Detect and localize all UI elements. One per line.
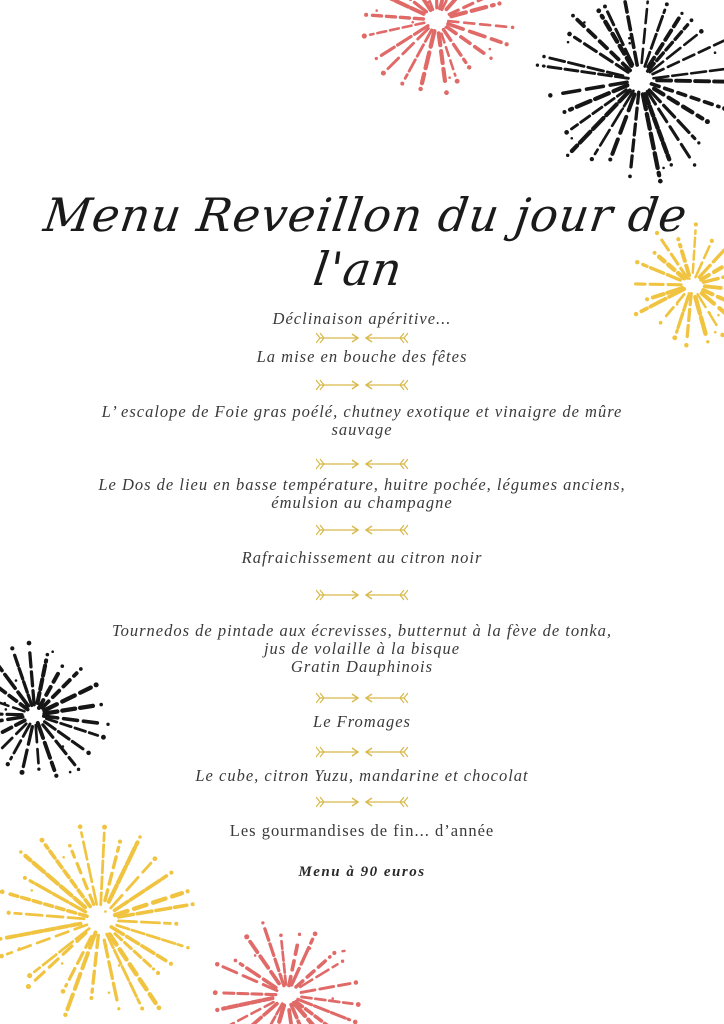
- course-amuse-bouche: [60, 348, 664, 366]
- course-line: La mise en bouche des fêtes: [256, 347, 468, 366]
- divider-arrows: [316, 377, 408, 393]
- divider-arrows: [316, 587, 408, 603]
- course-foie-gras: [60, 403, 664, 439]
- course-dessert: [60, 767, 664, 785]
- divider-arrows: [316, 522, 408, 538]
- course-line: Les gourmandises de fin... d’année: [229, 821, 495, 840]
- divider-arrows: [316, 456, 408, 472]
- menu-price: Menu à 90 euros: [298, 864, 426, 880]
- course-gourmandises: [60, 822, 664, 840]
- divider-arrows: [316, 690, 408, 706]
- course-dos-de-lieu: [60, 476, 664, 512]
- divider-arrows: [316, 794, 408, 810]
- firework-red-bottom: [205, 905, 365, 1024]
- course-fromages: [60, 713, 664, 731]
- course-line: Déclinaison apéritive...: [272, 309, 452, 328]
- course-aperitif: [60, 310, 664, 328]
- course-line: Gratin Dauphinois: [290, 657, 434, 676]
- course-line: Tournedos de pintade aux écrevisses, butternut à la fève de tonka,: [111, 621, 613, 640]
- course-line: jus de volaille à la bisque: [263, 639, 461, 658]
- divider-arrows: [316, 330, 408, 346]
- course-tournedos: [60, 622, 664, 676]
- course-line: Rafraichissement au citron noir: [241, 548, 483, 567]
- course-line: Le Dos de lieu en basse température, huitre pochée, légumes anciens,: [98, 475, 626, 494]
- course-line: L’ escalope de Foie gras poélé, chutney exotique et vinaigre de mûre: [101, 402, 623, 421]
- firework-black-top-right: [530, 0, 724, 195]
- course-line: émulsion au champagne: [271, 493, 453, 512]
- course-line: sauvage: [331, 420, 393, 439]
- firework-red-top: [352, 0, 522, 120]
- course-line: Le Fromages: [313, 712, 411, 731]
- divider-arrows: [316, 744, 408, 760]
- course-line: Le cube, citron Yuzu, mandarine et chocolat: [195, 766, 529, 785]
- menu-title: Menu Reveillon du jour de l'an: [40, 188, 692, 296]
- course-rafraichissement: [60, 549, 664, 567]
